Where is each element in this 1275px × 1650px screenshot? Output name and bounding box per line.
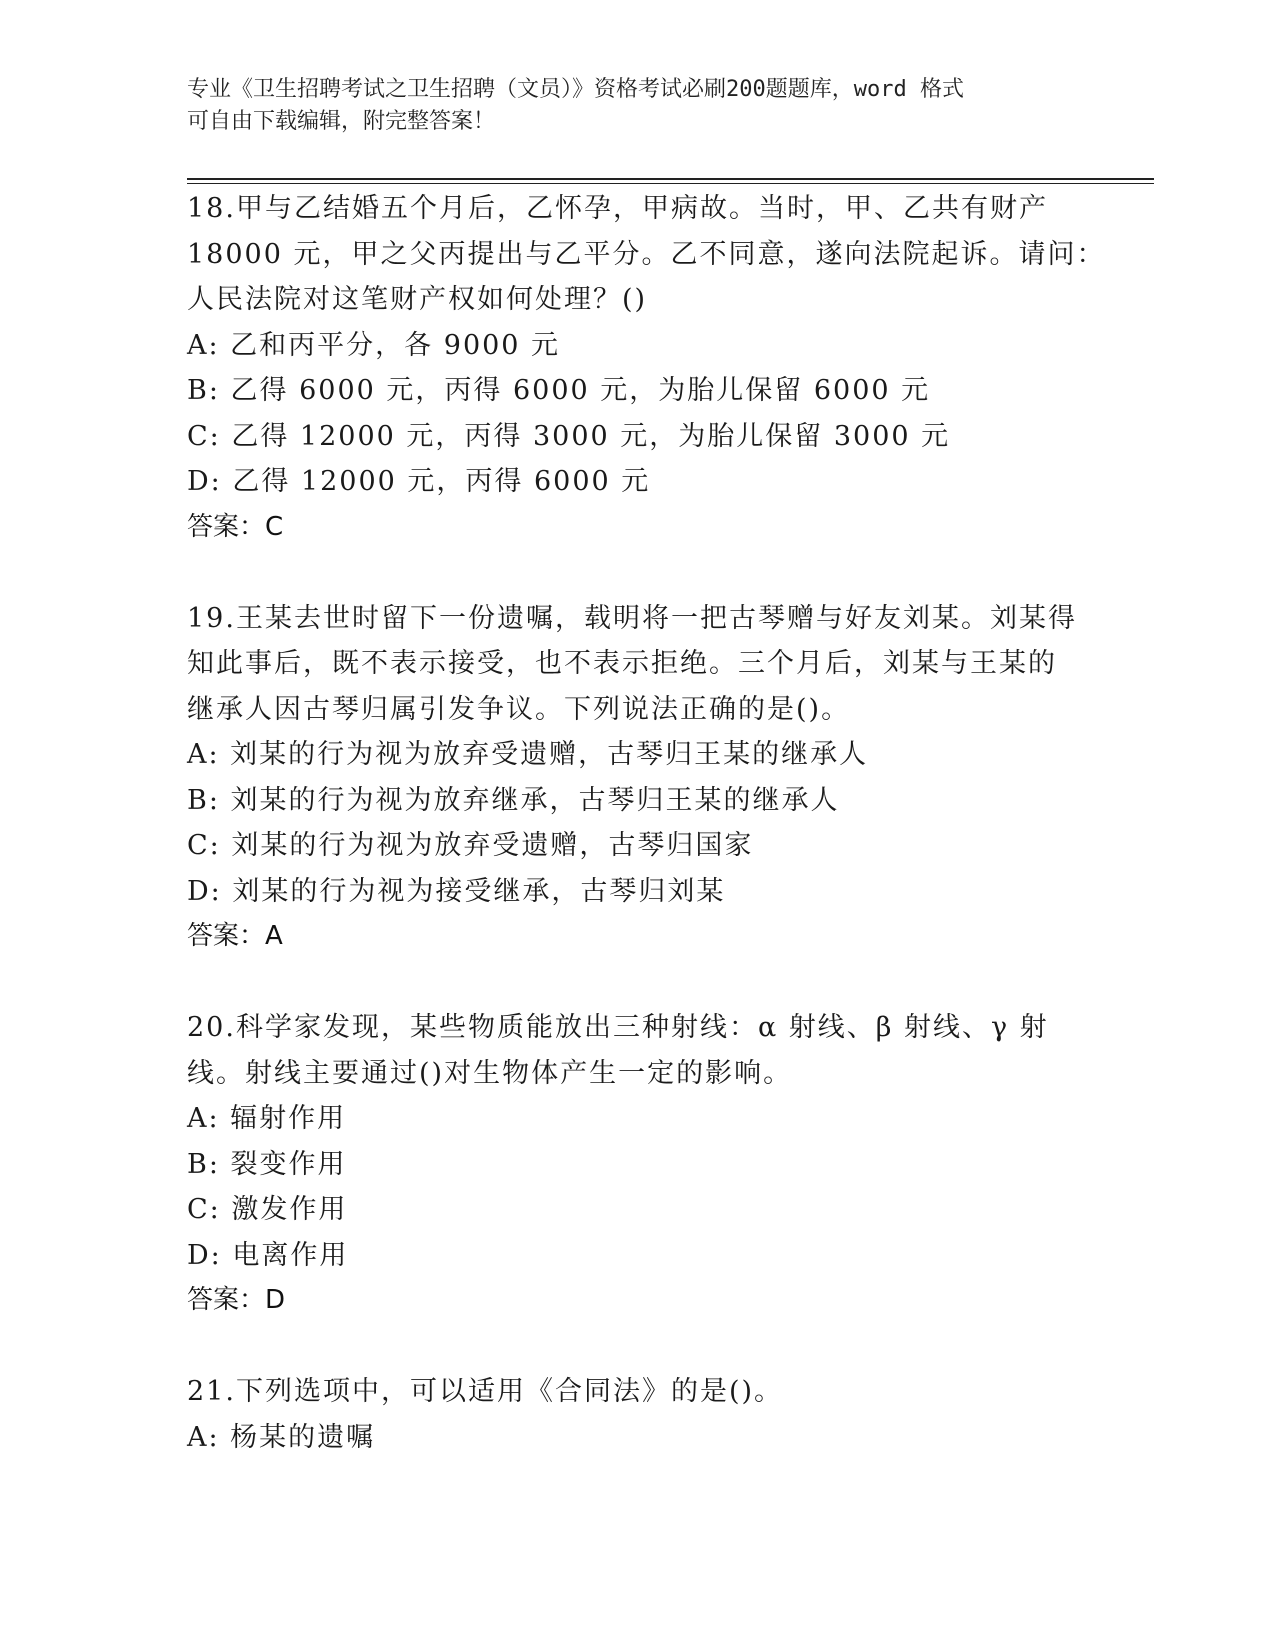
option-c: C: 乙得 12000 元，丙得 3000 元，为胎儿保留 3000 元 [187,420,951,452]
option-a: A: 刘某的行为视为放弃受遗赠，古琴归王某的继承人 [187,739,869,770]
question-gap [187,960,1087,1006]
answer-line: 答案：C [187,511,284,542]
option-d: D: 乙得 12000 元，丙得 6000 元 [187,466,651,497]
question-stem-line: 21.下列选项中，可以适用《合同法》的是()。 [187,1376,784,1407]
question-stem-line: 20.科学家发现，某些物质能放出三种射线：α 射线、β 射线、γ 射 [187,1012,1049,1043]
question-18 [187,186,1106,550]
option-a: A: 辐射作用 [187,1103,347,1134]
question-21 [187,1369,1087,1460]
question-stem-line: 18000 元，甲之父丙提出与乙平分。乙不同意，遂向法院起诉。请问： [187,238,1106,270]
option-d: D: 刘某的行为视为接受继承，古琴归刘某 [187,875,726,907]
answer-line: 答案：D [187,1285,286,1315]
option-a: A: 杨某的遗嘱 [187,1421,376,1453]
option-d: D: 电离作用 [187,1239,349,1271]
question-stem-line: 知此事后，既不表示接受，也不表示拒绝。三个月后，刘某与王某的 [187,648,1057,679]
question-stem-line: 继承人因古琴归属引发争议。下列说法正确的是()。 [187,693,851,725]
question-stem-line: 人民法院对这笔财产权如何处理？() [187,284,648,315]
question-19 [187,596,1087,960]
question-gap [187,1324,1087,1370]
option-c: C: 激发作用 [187,1194,348,1225]
question-stem-line: 18.甲与乙结婚五个月后，乙怀孕，甲病故。当时，甲、乙共有财产 [187,193,1048,224]
header-line-2: 可自由下载编辑，附完整答案！ [187,109,496,134]
option-a: A: 乙和丙平分，各 9000 元 [187,329,561,361]
header-line-1: 专业《卫生招聘考试之卫生招聘（文员）》资格考试必刷200题题库，word 格式 [187,77,964,102]
question-20 [187,1005,1087,1324]
answer-line: 答案：A [187,921,283,951]
question-list [187,186,1106,1460]
option-b: B: 裂变作用 [187,1148,347,1180]
document-header [187,74,1087,138]
question-stem-line: 19.王某去世时留下一份遗嘱，载明将一把古琴赠与好友刘某。刘某得 [187,602,1077,634]
option-b: B: 刘某的行为视为放弃继承，古琴归王某的继承人 [187,784,840,816]
question-gap [187,550,1087,596]
header-divider-thin [187,183,1154,184]
header-divider-thick [187,178,1154,180]
question-stem-line: 线。射线主要通过()对生物体产生一定的影响。 [187,1057,793,1089]
option-c: C: 刘某的行为视为放弃受遗赠，古琴归国家 [187,830,754,861]
option-b: B: 乙得 6000 元，丙得 6000 元，为胎儿保留 6000 元 [187,375,931,406]
